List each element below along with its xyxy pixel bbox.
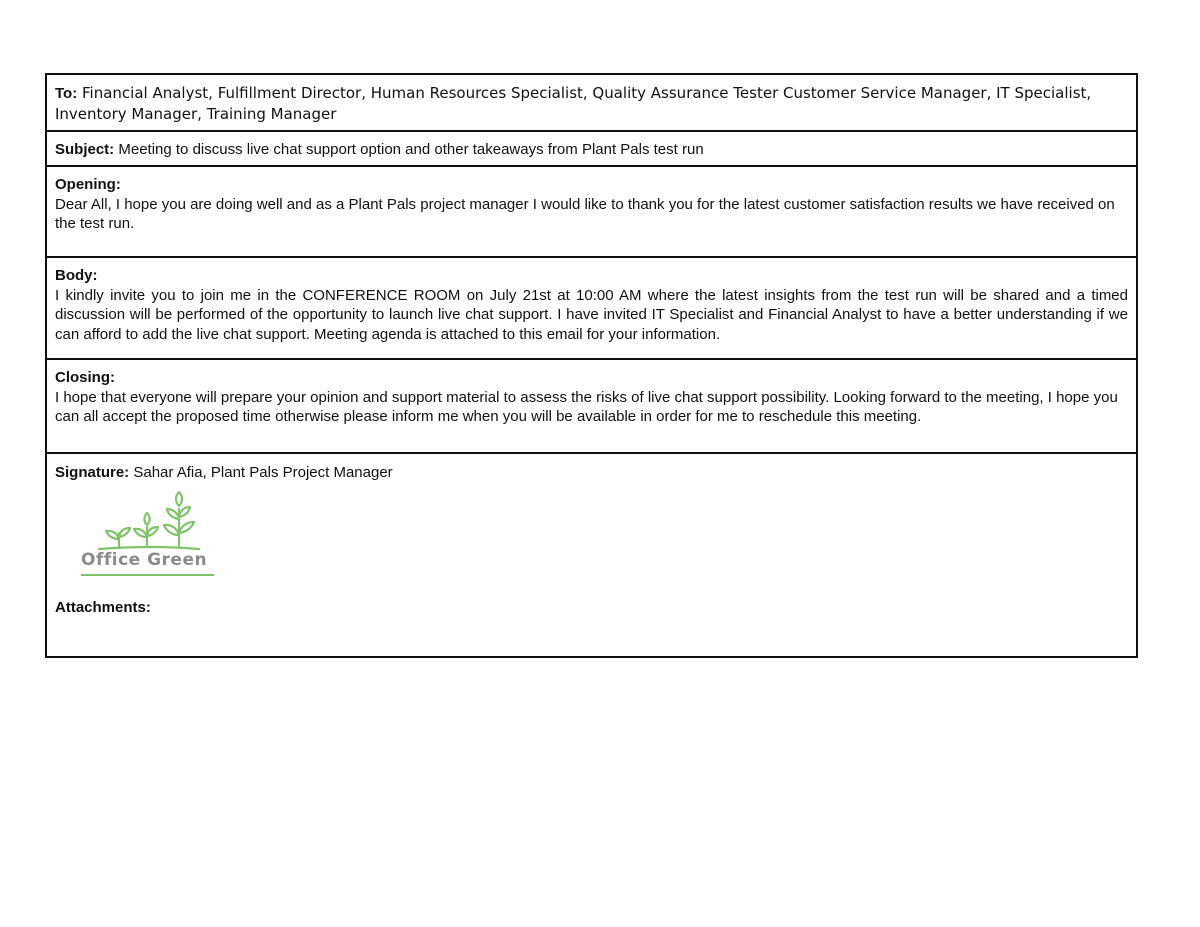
to-recipients: Financial Analyst, Fulfillment Director, Human Resources Specialist, Quality Assurance Tester Customer Service Manager, IT Specialist, Inventory Manager, Training Manager (55, 84, 1092, 123)
to-row (47, 75, 1136, 132)
to-label: To: (55, 85, 78, 102)
subject-label: Subject: (55, 141, 115, 158)
signature-label: Signature: (55, 464, 130, 481)
logo-underline (81, 574, 214, 576)
body-label: Body: (55, 267, 98, 284)
opening-text: Dear All, I hope you are doing well and as a Plant Pals project manager I would like to thank you for the latest customer satisfaction results we have received on the test run. (55, 195, 1115, 232)
closing-label: Closing: (55, 369, 115, 386)
opening-row (47, 167, 1136, 258)
closing-text: I hope that everyone will prepare your opinion and support material to assess the risks of live chat support possibility. Looking forward to the meeting, I hope you can all accept the proposed time otherwise please inform me when you will be available in order for me to reschedule this meeting. (55, 388, 1118, 425)
email-template-table (45, 73, 1138, 658)
closing-row (47, 360, 1136, 454)
signature-name: Sahar Afia, Plant Pals Project Manager (133, 464, 393, 481)
attachments-label: Attachments: (55, 599, 151, 616)
signature-row (47, 454, 1136, 656)
office-green-logo (81, 489, 221, 577)
opening-label: Opening: (55, 176, 121, 193)
body-text: I kindly invite you to join me in the CONFERENCE ROOM on July 21st at 10:00 AM where the latest insights from the test run will be shared and a timed discussion will be performed of the opportunity to launch live chat support. I have invited IT Specialist and Financial Analyst to have a better understanding if we can afford to add the live chat support. Meeting agenda is attached to this email for your information. (55, 286, 1128, 343)
logo-wordmark: Office Green (81, 549, 208, 570)
sprouts-icon (81, 489, 221, 553)
body-row (47, 258, 1136, 360)
subject-row (47, 132, 1136, 167)
subject-text: Meeting to discuss live chat support option and other takeaways from Plant Pals test run (118, 141, 704, 158)
